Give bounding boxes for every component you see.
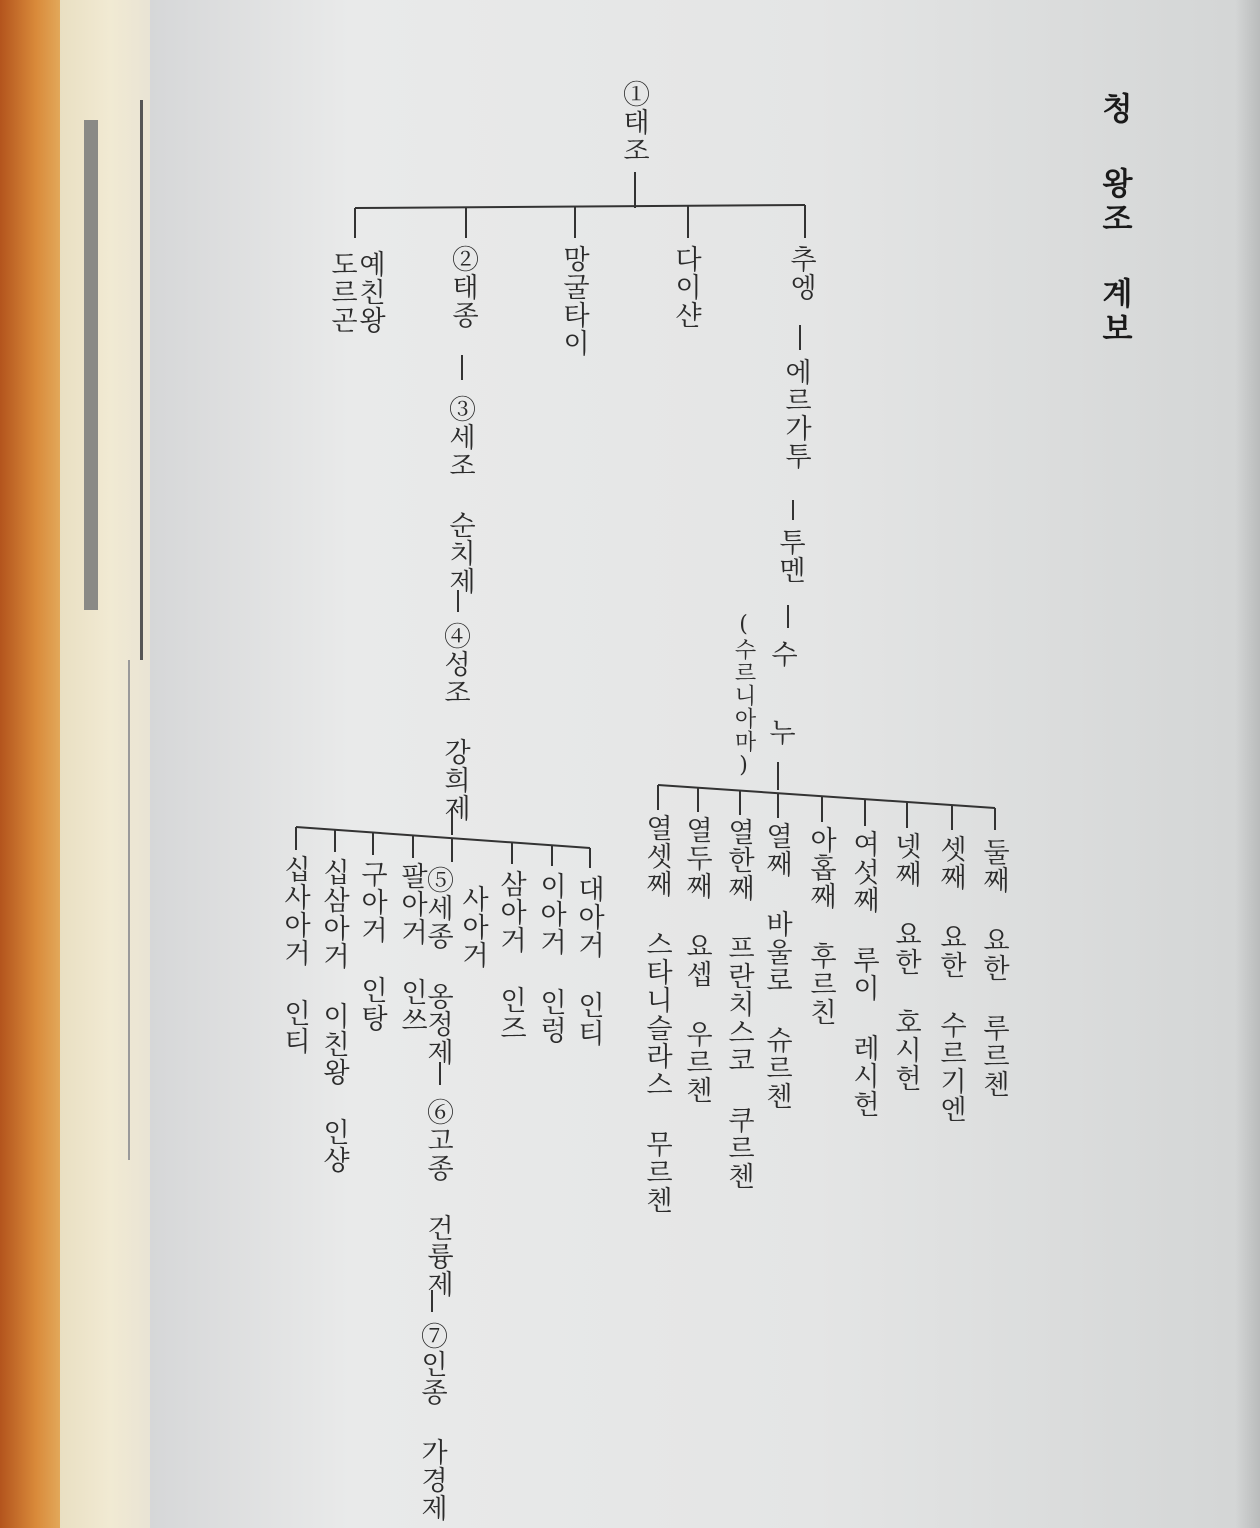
previous-page-fragment <box>70 0 160 1528</box>
node-seongjo: ④성조 강희제 <box>439 622 470 822</box>
son-kangxi: 십삼아거 이친왕 인샹 <box>318 858 349 1174</box>
page-title: 청 왕조 계보 <box>1096 92 1132 347</box>
book-edge <box>0 0 60 1528</box>
node-chueng: 추엥 <box>785 245 816 301</box>
son-su-nu: 여섯째 루이 레시헌 <box>848 830 879 1118</box>
son-su-nu: 열째 바울로 슈르첸 <box>761 822 792 1110</box>
node-erkatu: 에르가투 <box>780 358 811 470</box>
son-su-nu: 셋째 요한 수르기엔 <box>935 835 966 1123</box>
node-yechin: 예친왕 <box>354 250 385 334</box>
son-kangxi: 대아거 인티 <box>573 875 604 1047</box>
node-surniama: (수르니아마) <box>731 612 756 779</box>
son-su-nu: 넷째 요한 호시헌 <box>890 832 921 1092</box>
son-su-nu: 열한째 프란치스코 쿠르첸 <box>723 818 754 1190</box>
son-su-nu: 열두째 요셉 우르첸 <box>681 816 712 1104</box>
son-kangxi: 구아거 인탕 <box>356 860 387 1032</box>
node-sejong: ⑤세종 옹정제 <box>422 866 453 1066</box>
son-kangxi: 팔아거 인쓰 <box>396 862 427 1034</box>
node-mangultai: 망굴타이 <box>558 245 589 357</box>
node-nu: 누 <box>764 718 795 746</box>
son-kangxi: 사아거 <box>457 885 488 969</box>
node-sejo: ③세조 순치제 <box>444 395 475 595</box>
node-su: 수 <box>766 640 797 668</box>
son-su-nu: 둘째 요한 루르첸 <box>978 838 1009 1098</box>
book-page <box>150 0 1260 1528</box>
node-taejong: ②태종 <box>447 245 478 329</box>
son-su-nu: 열셋째 스타니슬라스 무르첸 <box>641 814 672 1214</box>
node-dorgon: 도르곤 <box>326 250 357 334</box>
node-injong: ⑦인종 가경제 <box>416 1322 447 1522</box>
son-su-nu: 아홉째 후르친 <box>805 826 836 1026</box>
page-shadow <box>1235 0 1260 1528</box>
node-gojong: ⑥고종 건륭제 <box>422 1098 453 1298</box>
son-kangxi: 삼아거 인즈 <box>495 870 526 1042</box>
son-kangxi: 이아거 인렁 <box>535 872 566 1044</box>
node-taejo: ①태조 <box>618 80 649 164</box>
node-daisan: 다이샨 <box>670 245 701 329</box>
son-kangxi: 십사아거 인티 <box>279 855 310 1055</box>
node-tumen: 투멘 <box>774 528 805 584</box>
